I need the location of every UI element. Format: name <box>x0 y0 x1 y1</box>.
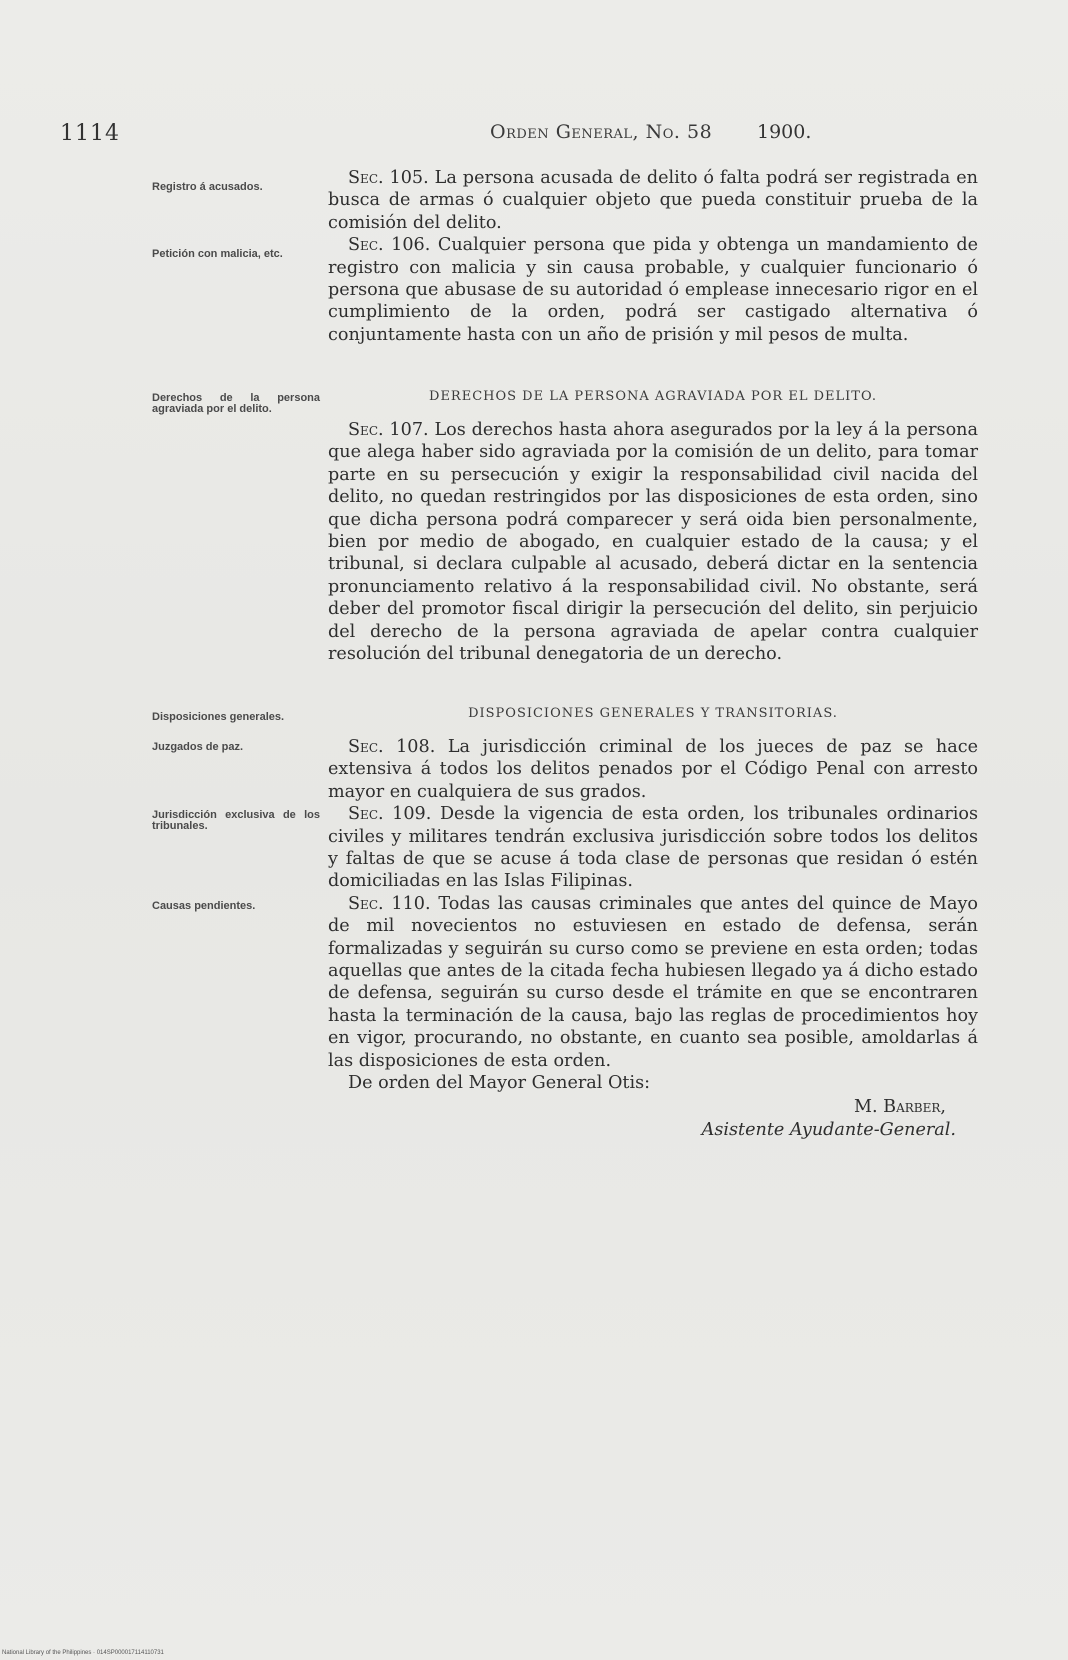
body-block-2 <box>328 419 978 665</box>
running-year: 1900. <box>757 121 812 143</box>
section-109 <box>328 803 978 893</box>
section-108 <box>328 736 978 803</box>
margin-note-registro: Registro á acusados. <box>152 181 263 193</box>
signature-title: Asistente Ayudante-General. <box>701 1120 956 1140</box>
section-text: Desde la vigencia de esta orden, los tribunales ordinarios civiles y militares tendrán exclusiva jurisdicción sobre todos los delitos y faltas de que se acuse á toda clase de personas que residan ó estén domiciliadas en las Islas Filipinas. <box>328 804 978 892</box>
margin-note-juzgados: Juzgados de paz. <box>152 741 244 753</box>
section-label: Sec. 107. <box>348 420 429 440</box>
section-105 <box>328 167 978 234</box>
scan-footer: National Library of the Philippines · 014SP000017114110731 <box>2 1650 164 1656</box>
section-text: La jurisdicción criminal de los jueces de paz se hace extensiva á todos los delitos penados por el Código Penal con arresto mayor en cualquiera de sus grados. <box>328 737 978 802</box>
section-label: Sec. 106. <box>348 235 431 256</box>
section-110 <box>328 893 978 1072</box>
heading-derechos: DERECHOS DE LA PERSONA AGRAVIADA POR EL DELITO. <box>429 389 877 404</box>
section-label: Sec. 110. <box>348 893 431 914</box>
section-text: La persona acusada de delito ó falta podrá ser registrada en busca de armas ó cualquier objeto que pueda constituir prueba de la comisión del delito. <box>328 168 978 233</box>
margin-note-disposiciones: Disposiciones generales. <box>152 711 285 723</box>
heading-disposiciones: DISPOSICIONES GENERALES Y TRANSITORIAS. <box>468 706 838 721</box>
body-block-3 <box>328 736 978 1095</box>
margin-note-derechos: Derechos de la persona agraviada por el delito. <box>152 392 320 415</box>
section-label: Sec. 105. <box>348 168 429 188</box>
page-number: 1114 <box>60 121 120 146</box>
running-title: Orden General, No. 58 <box>490 121 713 143</box>
margin-note-causas: Causas pendientes. <box>152 900 256 912</box>
section-text: Todas las causas criminales que antes del quince de Mayo de mil novecientos no estuviesen en estado de defensa, serán formalizadas y seguirán su curso como se previene en esta orden; todas aquellas que antes de la citada fecha hubiesen llegado ya á dicho estado de defensa, seguirán su curso desde el trámite en que se encontraren hasta la terminación de la causa, bajo las reglas de procedimientos hoy en vigor, procurando, no obstante, en cuanto sea posible, amoldarlas á las disposiciones de esta orden. <box>328 893 978 1071</box>
section-text: Cualquier persona que pida y obtenga un mandamiento de registro con malicia y sin causa probable, y cualquier funcionario ó persona que abusase de su autoridad ó emplease innecesario rigor en el cumplimiento de la orden, podrá ser castigado alternativa ó conjuntamente hasta con un año de prisión y mil pesos de multa. <box>328 235 978 345</box>
section-106 <box>328 234 978 346</box>
section-107 <box>328 419 978 665</box>
margin-note-peticion: Petición con malicia, etc. <box>152 248 283 260</box>
section-label: Sec. 109. <box>348 804 432 825</box>
closing-line: De orden del Mayor General Otis: <box>348 1073 651 1094</box>
signature-name: M. Barber, <box>853 1097 946 1117</box>
margin-note-jurisdiccion: Jurisdicción exclusiva de los tribunales. <box>152 809 320 832</box>
section-text: Los derechos hasta ahora asegurados por la ley á la persona que alega haber sido agraviada por la comisión de un delito, para tomar parte en su persecución y exigir la responsabilidad civil nacida del delito, no quedan restringidos por las disposiciones de esta orden, sino que dicha persona podrá comparecer y será oida bien personalmente, bien por medio de abogado, en cualquier estado de la causa; y el tribunal, si declara culpable al acusado, deberá dictar en la sentencia pronunciamento relativo á la responsabilidad civil. No obstante, será deber del promotor fiscal dirigir la persecución del delito, sin perjuicio del derecho de la persona agraviada de apelar contra cualquier resolución del tribunal denegatoria de un derecho. <box>328 420 978 665</box>
body-block-1 <box>328 167 978 346</box>
section-label: Sec. 108. <box>348 737 436 757</box>
